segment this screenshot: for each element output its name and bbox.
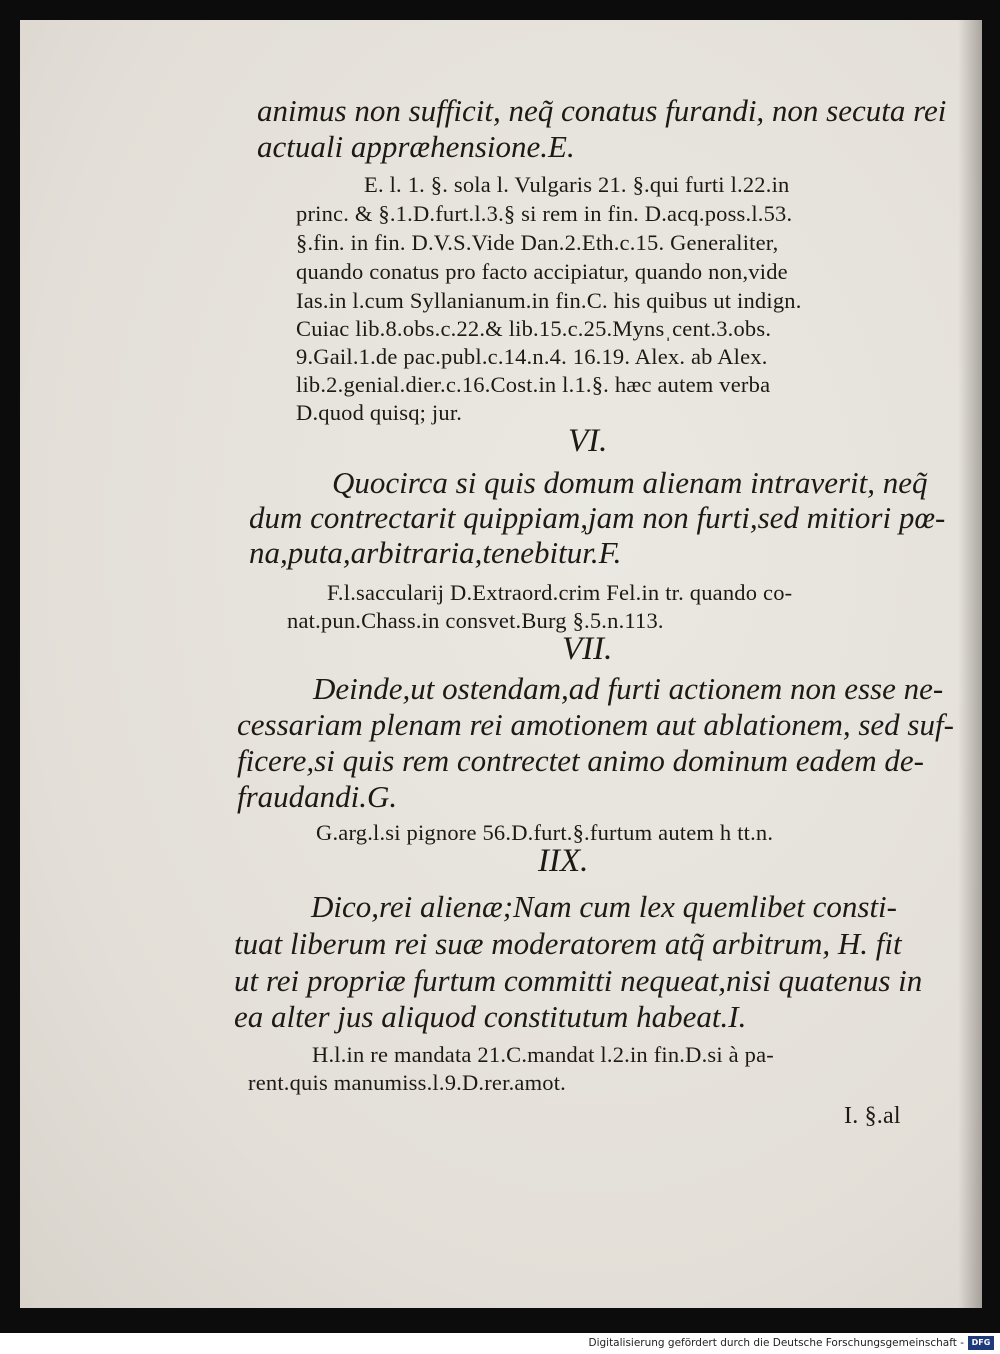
footnote-line: 9.Gail.1.de pac.publ.c.14.n.4. 16.19. Alex. ab Alex. bbox=[296, 344, 768, 369]
thesis-text-line: Dico,rei alienæ;Nam cum lex quemlibet consti- bbox=[311, 889, 897, 924]
section-heading: VII. bbox=[562, 631, 613, 667]
thesis-text-line: fraudandi.G. bbox=[237, 779, 398, 814]
thesis-text-line: Deinde,ut ostendam,ad furti actionem non esse ne- bbox=[313, 671, 944, 706]
footnote-line: rent.quis manumiss.l.9.D.rer.amot. bbox=[248, 1070, 567, 1095]
footnote-line: E. l. 1. §. sola l. Vulgaris 21. §.qui furti l.22.in bbox=[364, 172, 790, 197]
thesis-text-line: animus non sufficit, neq̃ conatus furandi, non secuta rei bbox=[257, 93, 947, 128]
footnote-line: nat.pun.Chass.in consvet.Burg §.5.n.113. bbox=[287, 608, 664, 633]
thesis-text-line: ea alter jus aliquod constitutum habeat.I. bbox=[234, 999, 747, 1034]
thesis-text-line: na,puta,arbitraria,tenebitur.F. bbox=[249, 535, 622, 570]
footnote-line: G.arg.l.si pignore 56.D.furt.§.furtum autem h tt.n. bbox=[316, 820, 774, 845]
footnote-line: H.l.in re mandata 21.C.mandat l.2.in fin.D.si à pa- bbox=[312, 1042, 774, 1067]
thesis-text-line: cessariam plenam rei amotionem aut ablationem, sed suf- bbox=[237, 707, 954, 742]
thesis-text-line: dum contrectarit quippiam,jam non furti,sed mitiori pœ- bbox=[249, 500, 946, 535]
dfg-logo-icon: DFG bbox=[968, 1336, 994, 1350]
thesis-text-line: actuali appræhensione.E. bbox=[257, 129, 575, 164]
thesis-text-line: ut rei propriæ furtum committi nequeat,nisi quatenus in bbox=[234, 963, 923, 998]
footnote-line: princ. & §.1.D.furt.l.3.§ si rem in fin. D.acq.poss.l.53. bbox=[296, 201, 793, 226]
funding-notice: Digitalisierung gefördert durch die Deutsche Forschungsgemeinschaft - bbox=[588, 1337, 964, 1349]
footnote-line: Ias.in l.cum Syllanianum.in fin.C. his quibus ut indign. bbox=[296, 288, 802, 313]
section-heading: VI. bbox=[568, 423, 608, 459]
footnote-line: §.fin. in fin. D.V.S.Vide Dan.2.Eth.c.15. Generaliter, bbox=[296, 230, 779, 255]
footnote-line: D.quod quisq; jur. bbox=[296, 400, 463, 425]
digitization-footer bbox=[0, 1333, 1000, 1354]
thesis-text-line: ficere,si quis rem contrectet animo dominum eadem de- bbox=[237, 743, 924, 778]
footnote-line: Cuiac lib.8.obs.c.22.& lib.15.c.25.Mynsˌcent.3.obs. bbox=[296, 316, 772, 341]
footnote-line: F.l.saccularij D.Extraord.crim Fel.in tr. quando co- bbox=[327, 580, 793, 605]
page-gutter-shadow bbox=[958, 20, 982, 1308]
thesis-text-line: tuat liberum rei suæ moderatorem atq̃ arbitrum, H. fit bbox=[234, 926, 902, 961]
catchword: I. §.al bbox=[844, 1103, 901, 1129]
footnote-line: lib.2.genial.dier.c.16.Cost.in l.1.§. hæc autem verba bbox=[296, 372, 771, 397]
section-heading: IIX. bbox=[538, 843, 589, 879]
footnote-line: quando conatus pro facto accipiatur, quando non,vide bbox=[296, 259, 788, 284]
thesis-text-line: Quocirca si quis domum alienam intraverit, neq̃ bbox=[332, 465, 928, 500]
